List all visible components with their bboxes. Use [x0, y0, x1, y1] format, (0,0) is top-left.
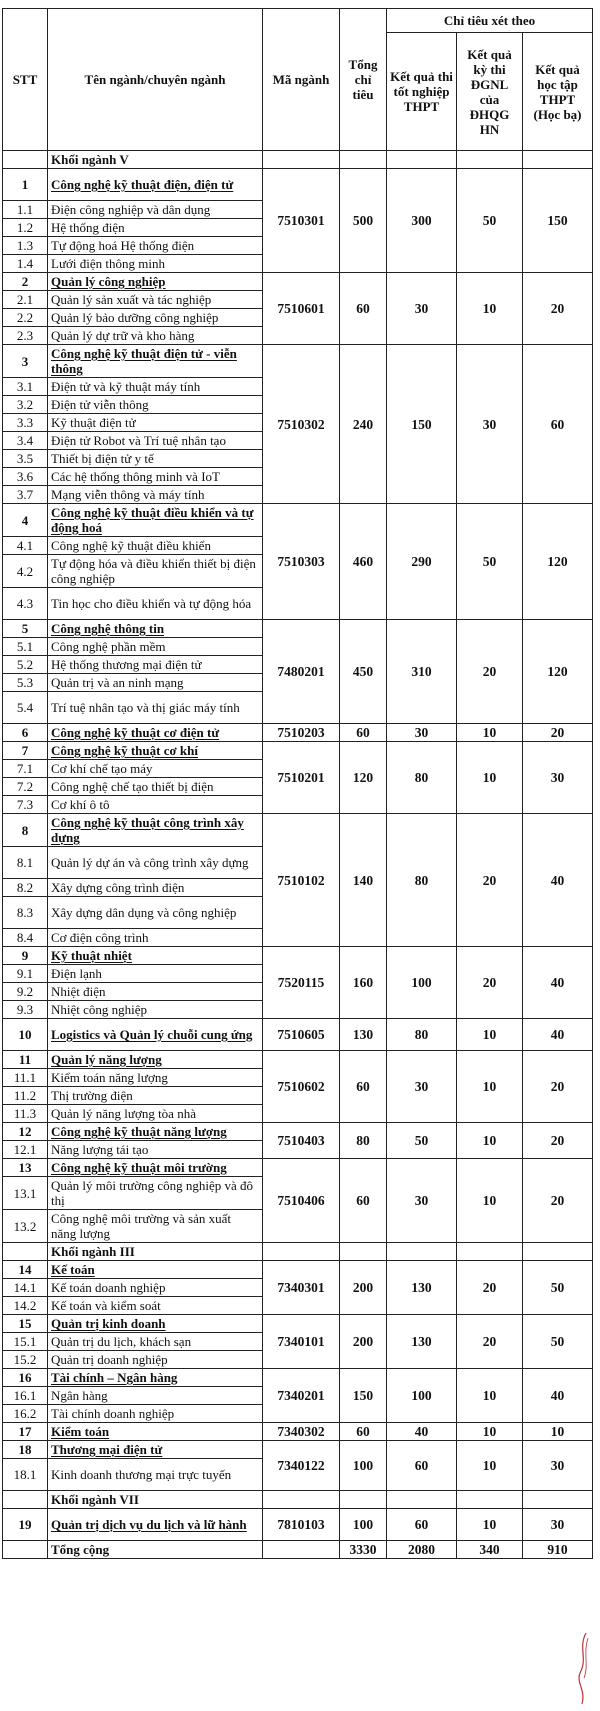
quota-hocba: 30: [523, 1441, 593, 1491]
major-row: [3, 1261, 593, 1279]
quota-total: 60: [340, 1423, 387, 1441]
quota-dgnl: 10: [457, 1509, 523, 1541]
stt-cell: 16: [3, 1369, 48, 1387]
specialization-name: Trí tuệ nhân tạo và thị giác máy tính: [48, 692, 263, 724]
specialization-name: Hệ thống thương mại điện tử: [48, 656, 263, 674]
major-code: 7510403: [263, 1123, 340, 1159]
major-code: 7340101: [263, 1315, 340, 1369]
specialization-name: Kỹ thuật điện tử: [48, 414, 263, 432]
major-row: [3, 1123, 593, 1141]
stt-cell: 1.2: [3, 219, 48, 237]
quota-dgnl: 50: [457, 169, 523, 273]
empty-cell: [340, 1243, 387, 1261]
stt-cell: 3.3: [3, 414, 48, 432]
quota-total: 60: [340, 724, 387, 742]
stt-cell: 14: [3, 1261, 48, 1279]
major-name: Công nghệ kỹ thuật môi trường: [48, 1159, 263, 1177]
stt-cell: 1.1: [3, 201, 48, 219]
major-name: Thương mại điện tử: [48, 1441, 263, 1459]
specialization-name: Quản lý năng lượng tòa nhà: [48, 1105, 263, 1123]
specialization-name: Tự động hóa và điều khiển thiết bị điện công nghiệp: [48, 555, 263, 588]
header-thpt: Kết quả thi tốt nghiệp THPT: [387, 33, 457, 151]
quota-thpt: 60: [387, 1509, 457, 1541]
major-row: [3, 814, 593, 847]
stt-cell: 9.2: [3, 983, 48, 1001]
major-code: 7510601: [263, 273, 340, 345]
quota-total: 450: [340, 620, 387, 724]
quota-dgnl: 10: [457, 273, 523, 345]
specialization-name: Công nghệ chế tạo thiết bị điện: [48, 778, 263, 796]
major-name: Công nghệ kỹ thuật cơ khí: [48, 742, 263, 760]
specialization-name: Quản lý bảo dưỡng công nghiệp: [48, 309, 263, 327]
quota-thpt: 100: [387, 1369, 457, 1423]
major-name: Công nghệ kỹ thuật điều khiển và tự động hoá: [48, 504, 263, 537]
quota-total: 460: [340, 504, 387, 620]
major-name: Công nghệ kỹ thuật năng lượng: [48, 1123, 263, 1141]
major-name: Quản trị kinh doanh: [48, 1315, 263, 1333]
major-code: 7810103: [263, 1509, 340, 1541]
stt-cell: 3.2: [3, 396, 48, 414]
quota-hocba: 120: [523, 620, 593, 724]
quota-thpt: 80: [387, 814, 457, 947]
stt-cell: 14.2: [3, 1297, 48, 1315]
major-code: 7510602: [263, 1051, 340, 1123]
major-code: 7340301: [263, 1261, 340, 1315]
stt-cell: [3, 1243, 48, 1261]
major-code: 7510201: [263, 742, 340, 814]
stt-cell: [3, 1541, 48, 1559]
specialization-name: Hệ thống điện: [48, 219, 263, 237]
header-group: Chỉ tiêu xét theo: [387, 9, 593, 33]
specialization-name: Xây dựng dân dụng và công nghiệp: [48, 897, 263, 929]
specialization-name: Thị trường điện: [48, 1087, 263, 1105]
stt-cell: 13.2: [3, 1210, 48, 1243]
specialization-name: Lưới điện thông minh: [48, 255, 263, 273]
stt-cell: 18: [3, 1441, 48, 1459]
stt-cell: 17: [3, 1423, 48, 1441]
empty-cell: [263, 1541, 340, 1559]
stt-cell: 5.1: [3, 638, 48, 656]
quota-total: 130: [340, 1019, 387, 1051]
major-row: [3, 724, 593, 742]
empty-cell: [523, 151, 593, 169]
major-row: [3, 620, 593, 638]
empty-cell: [523, 1243, 593, 1261]
quota-total: 80: [340, 1123, 387, 1159]
major-name: Kiểm toán: [48, 1423, 263, 1441]
table-body: [3, 151, 593, 1559]
major-row: [3, 273, 593, 291]
quota-thpt: 80: [387, 742, 457, 814]
stt-cell: 11.3: [3, 1105, 48, 1123]
quota-dgnl: 10: [457, 1123, 523, 1159]
quota-total: 150: [340, 1369, 387, 1423]
specialization-name: Năng lượng tái tạo: [48, 1141, 263, 1159]
stt-cell: [3, 1491, 48, 1509]
quota-dgnl: 20: [457, 947, 523, 1019]
major-code: 7510203: [263, 724, 340, 742]
total-thpt: 2080: [387, 1541, 457, 1559]
specialization-name: Tài chính doanh nghiệp: [48, 1405, 263, 1423]
stt-cell: 2.2: [3, 309, 48, 327]
stt-cell: 11: [3, 1051, 48, 1069]
specialization-name: Quản lý dự trữ và kho hàng: [48, 327, 263, 345]
header-name: Tên ngành/chuyên ngành: [48, 9, 263, 151]
header-code: Mã ngành: [263, 9, 340, 151]
quota-hocba: 60: [523, 345, 593, 504]
block-title: Khối ngành V: [48, 151, 263, 169]
quota-thpt: 30: [387, 273, 457, 345]
stt-cell: 19: [3, 1509, 48, 1541]
stt-cell: 11.1: [3, 1069, 48, 1087]
quota-thpt: 80: [387, 1019, 457, 1051]
stt-cell: 15.2: [3, 1351, 48, 1369]
quota-thpt: 130: [387, 1315, 457, 1369]
empty-cell: [340, 151, 387, 169]
major-name: Công nghệ kỹ thuật cơ điện tử: [48, 724, 263, 742]
quota-total: 200: [340, 1261, 387, 1315]
quota-thpt: 40: [387, 1423, 457, 1441]
stt-cell: 4.1: [3, 537, 48, 555]
stt-cell: 3.4: [3, 432, 48, 450]
block-row: [3, 151, 593, 169]
total-dgnl: 340: [457, 1541, 523, 1559]
specialization-name: Công nghệ môi trường và sản xuất năng lượng: [48, 1210, 263, 1243]
quota-dgnl: 20: [457, 1261, 523, 1315]
empty-cell: [263, 1491, 340, 1509]
header-dgnl: Kết quả kỳ thi ĐGNL của ĐHQG HN: [457, 33, 523, 151]
quota-thpt: 130: [387, 1261, 457, 1315]
quota-thpt: 30: [387, 1159, 457, 1243]
specialization-name: Các hệ thống thông minh và IoT: [48, 468, 263, 486]
quota-hocba: 20: [523, 1159, 593, 1243]
empty-cell: [457, 151, 523, 169]
stt-cell: 3: [3, 345, 48, 378]
major-row: [3, 742, 593, 760]
quota-dgnl: 20: [457, 1315, 523, 1369]
major-name: Tài chính – Ngân hàng: [48, 1369, 263, 1387]
specialization-name: Điện lạnh: [48, 965, 263, 983]
stt-cell: 15.1: [3, 1333, 48, 1351]
specialization-name: Xây dựng công trình điện: [48, 879, 263, 897]
specialization-name: Kế toán và kiểm soát: [48, 1297, 263, 1315]
total-label: Tổng cộng: [48, 1541, 263, 1559]
quota-hocba: 50: [523, 1315, 593, 1369]
stt-cell: 8.1: [3, 847, 48, 879]
stt-cell: 2.1: [3, 291, 48, 309]
quota-thpt: 310: [387, 620, 457, 724]
quota-hocba: 20: [523, 1051, 593, 1123]
stt-cell: 8.4: [3, 929, 48, 947]
stt-cell: 5: [3, 620, 48, 638]
total-sum: 3330: [340, 1541, 387, 1559]
quota-dgnl: 10: [457, 1159, 523, 1243]
major-name: Công nghệ thông tin: [48, 620, 263, 638]
stt-cell: 3.7: [3, 486, 48, 504]
stt-cell: 12.1: [3, 1141, 48, 1159]
quota-dgnl: 20: [457, 620, 523, 724]
major-name: Logistics và Quản lý chuỗi cung ứng: [48, 1019, 263, 1051]
stt-cell: 8.2: [3, 879, 48, 897]
quota-total: 60: [340, 1159, 387, 1243]
quota-hocba: 10: [523, 1423, 593, 1441]
specialization-name: Quản lý sản xuất và tác nghiệp: [48, 291, 263, 309]
major-code: 7340201: [263, 1369, 340, 1423]
specialization-name: Công nghệ phần mềm: [48, 638, 263, 656]
major-code: 7520115: [263, 947, 340, 1019]
quota-thpt: 150: [387, 345, 457, 504]
stt-cell: 16.1: [3, 1387, 48, 1405]
quota-thpt: 290: [387, 504, 457, 620]
quota-hocba: 30: [523, 1509, 593, 1541]
stt-cell: 7.3: [3, 796, 48, 814]
specialization-name: Điện tử viễn thông: [48, 396, 263, 414]
stt-cell: 4.2: [3, 555, 48, 588]
major-row: [3, 947, 593, 965]
major-row: [3, 1019, 593, 1051]
major-code: 7340122: [263, 1441, 340, 1491]
quota-dgnl: 30: [457, 345, 523, 504]
major-name: Quản lý năng lượng: [48, 1051, 263, 1069]
quota-hocba: 150: [523, 169, 593, 273]
quota-thpt: 60: [387, 1441, 457, 1491]
stt-cell: 11.2: [3, 1087, 48, 1105]
total-hocba: 910: [523, 1541, 593, 1559]
quota-dgnl: 10: [457, 1019, 523, 1051]
major-row: [3, 1315, 593, 1333]
quota-total: 200: [340, 1315, 387, 1369]
quota-dgnl: 50: [457, 504, 523, 620]
specialization-name: Điện tử và kỹ thuật máy tính: [48, 378, 263, 396]
stt-cell: 4.3: [3, 588, 48, 620]
stt-cell: 7: [3, 742, 48, 760]
empty-cell: [457, 1243, 523, 1261]
specialization-name: Cơ khí chế tạo máy: [48, 760, 263, 778]
quota-dgnl: 10: [457, 1369, 523, 1423]
total-row: [3, 1541, 593, 1559]
major-code: 7510406: [263, 1159, 340, 1243]
stt-cell: 8: [3, 814, 48, 847]
admission-quota-document: [2, 8, 592, 1559]
quota-dgnl: 10: [457, 742, 523, 814]
block-row: [3, 1243, 593, 1261]
stt-cell: 12: [3, 1123, 48, 1141]
quota-thpt: 100: [387, 947, 457, 1019]
empty-cell: [263, 1243, 340, 1261]
stt-cell: 3.6: [3, 468, 48, 486]
empty-cell: [340, 1491, 387, 1509]
quota-dgnl: 20: [457, 814, 523, 947]
major-row: [3, 169, 593, 201]
stt-cell: 5.4: [3, 692, 48, 724]
stt-cell: 8.3: [3, 897, 48, 929]
major-code: 7510605: [263, 1019, 340, 1051]
major-row: [3, 1441, 593, 1459]
stt-cell: 1.4: [3, 255, 48, 273]
specialization-name: Quản trị du lịch, khách sạn: [48, 1333, 263, 1351]
block-title: Khối ngành VII: [48, 1491, 263, 1509]
specialization-name: Cơ khí ô tô: [48, 796, 263, 814]
specialization-name: Quản trị doanh nghiệp: [48, 1351, 263, 1369]
quota-total: 60: [340, 273, 387, 345]
specialization-name: Thiết bị điện tử y tế: [48, 450, 263, 468]
major-row: [3, 1051, 593, 1069]
major-code: 7510301: [263, 169, 340, 273]
stt-cell: 1: [3, 169, 48, 201]
empty-cell: [387, 1491, 457, 1509]
specialization-name: Kinh doanh thương mại trực tuyến: [48, 1459, 263, 1491]
stt-cell: 13.1: [3, 1177, 48, 1210]
major-code: 7510303: [263, 504, 340, 620]
stt-cell: 3.5: [3, 450, 48, 468]
quota-hocba: 30: [523, 742, 593, 814]
specialization-name: Quản trị và an ninh mạng: [48, 674, 263, 692]
header-hocba: Kết quả học tập THPT (Học bạ): [523, 33, 593, 151]
major-code: 7510302: [263, 345, 340, 504]
stt-cell: 5.3: [3, 674, 48, 692]
specialization-name: Ngân hàng: [48, 1387, 263, 1405]
stt-cell: 18.1: [3, 1459, 48, 1491]
quota-dgnl: 10: [457, 1051, 523, 1123]
quota-thpt: 300: [387, 169, 457, 273]
stt-cell: 7.2: [3, 778, 48, 796]
quota-total: 120: [340, 742, 387, 814]
major-row: [3, 1509, 593, 1541]
stt-cell: 9.1: [3, 965, 48, 983]
quota-thpt: 30: [387, 1051, 457, 1123]
stt-cell: 14.1: [3, 1279, 48, 1297]
block-row: [3, 1491, 593, 1509]
specialization-name: Công nghệ kỹ thuật điều khiển: [48, 537, 263, 555]
empty-cell: [387, 1243, 457, 1261]
specialization-name: Điện tử Robot và Trí tuệ nhân tạo: [48, 432, 263, 450]
specialization-name: Kiểm toán năng lượng: [48, 1069, 263, 1087]
empty-cell: [387, 151, 457, 169]
quota-total: 100: [340, 1441, 387, 1491]
major-name: Công nghệ kỹ thuật điện, điện tử: [48, 169, 263, 201]
quota-hocba: 20: [523, 724, 593, 742]
header-total: Tổng chỉ tiêu: [340, 9, 387, 151]
specialization-name: Quản lý dự án và công trình xây dựng: [48, 847, 263, 879]
empty-cell: [523, 1491, 593, 1509]
quota-total: 100: [340, 1509, 387, 1541]
major-code: 7510102: [263, 814, 340, 947]
specialization-name: Điện công nghiệp và dân dụng: [48, 201, 263, 219]
quota-hocba: 40: [523, 1369, 593, 1423]
empty-cell: [457, 1491, 523, 1509]
stt-cell: 7.1: [3, 760, 48, 778]
major-row: [3, 504, 593, 537]
admission-quota-table: [2, 8, 593, 1559]
quota-dgnl: 10: [457, 1441, 523, 1491]
stt-cell: 1.3: [3, 237, 48, 255]
major-name: Kỹ thuật nhiệt: [48, 947, 263, 965]
quota-hocba: 20: [523, 1123, 593, 1159]
stt-cell: 5.2: [3, 656, 48, 674]
major-row: [3, 1423, 593, 1441]
major-name: Quản lý công nghiệp: [48, 273, 263, 291]
specialization-name: Tự động hoá Hệ thống điện: [48, 237, 263, 255]
specialization-name: Quản lý môi trường công nghiệp và đô thị: [48, 1177, 263, 1210]
major-row: [3, 345, 593, 378]
block-title: Khối ngành III: [48, 1243, 263, 1261]
major-name: Kế toán: [48, 1261, 263, 1279]
stt-cell: 16.2: [3, 1405, 48, 1423]
major-name: Công nghệ kỹ thuật công trình xây dựng: [48, 814, 263, 847]
quota-total: 500: [340, 169, 387, 273]
quota-hocba: 40: [523, 814, 593, 947]
stt-cell: 2.3: [3, 327, 48, 345]
stt-cell: 10: [3, 1019, 48, 1051]
specialization-name: Nhiệt công nghiệp: [48, 1001, 263, 1019]
stt-cell: 3.1: [3, 378, 48, 396]
stt-cell: 13: [3, 1159, 48, 1177]
header-stt: STT: [3, 9, 48, 151]
table-header: [3, 9, 593, 151]
quota-total: 240: [340, 345, 387, 504]
quota-hocba: 120: [523, 504, 593, 620]
specialization-name: Kế toán doanh nghiệp: [48, 1279, 263, 1297]
quota-hocba: 50: [523, 1261, 593, 1315]
specialization-name: Nhiệt điện: [48, 983, 263, 1001]
signature-mark: [574, 1628, 590, 1708]
quota-hocba: 20: [523, 273, 593, 345]
quota-thpt: 50: [387, 1123, 457, 1159]
quota-hocba: 40: [523, 947, 593, 1019]
stt-cell: 6: [3, 724, 48, 742]
quota-dgnl: 10: [457, 1423, 523, 1441]
stt-cell: 9.3: [3, 1001, 48, 1019]
major-code: 7340302: [263, 1423, 340, 1441]
major-row: [3, 1369, 593, 1387]
major-name: Công nghệ kỹ thuật điện tử - viễn thông: [48, 345, 263, 378]
quota-total: 140: [340, 814, 387, 947]
stt-cell: [3, 151, 48, 169]
major-code: 7480201: [263, 620, 340, 724]
quota-dgnl: 10: [457, 724, 523, 742]
specialization-name: Mạng viễn thông và máy tính: [48, 486, 263, 504]
stt-cell: 15: [3, 1315, 48, 1333]
quota-total: 160: [340, 947, 387, 1019]
quota-hocba: 40: [523, 1019, 593, 1051]
stt-cell: 4: [3, 504, 48, 537]
specialization-name: Tin học cho điều khiển và tự động hóa: [48, 588, 263, 620]
stt-cell: 9: [3, 947, 48, 965]
major-name: Quản trị dịch vụ du lịch và lữ hành: [48, 1509, 263, 1541]
quota-total: 60: [340, 1051, 387, 1123]
stt-cell: 2: [3, 273, 48, 291]
empty-cell: [263, 151, 340, 169]
quota-thpt: 30: [387, 724, 457, 742]
specialization-name: Cơ điện công trình: [48, 929, 263, 947]
major-row: [3, 1159, 593, 1177]
